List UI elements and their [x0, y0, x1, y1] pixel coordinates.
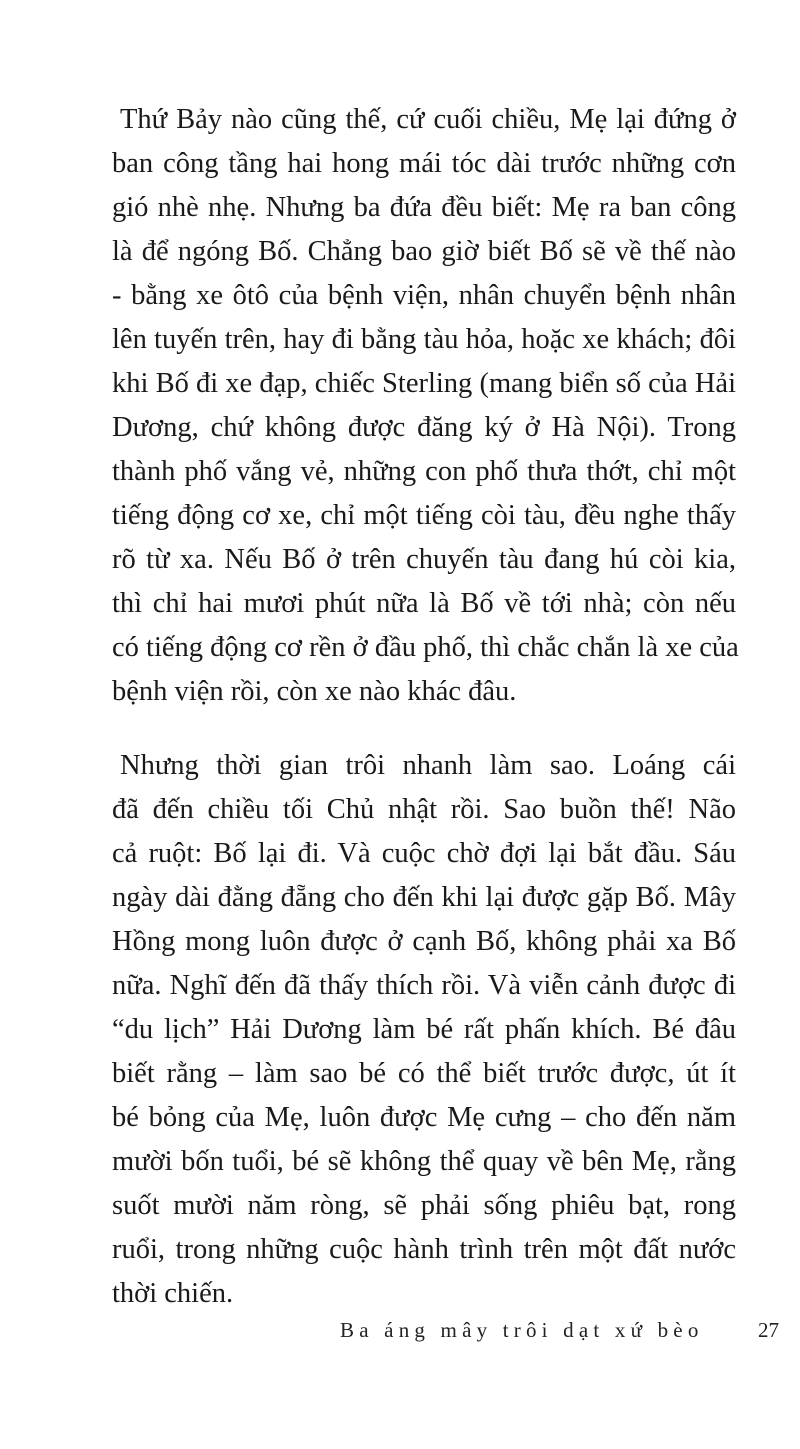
text-line: suốt mười năm ròng, sẽ phải sống phiêu bạt, rong [112, 1190, 736, 1221]
text-line: là để ngóng Bố. Chẳng bao giờ biết Bố sẽ về thế nào [112, 236, 736, 267]
text-line: khi Bố đi xe đạp, chiếc Sterling (mang biển số của Hải [112, 368, 736, 399]
running-title: Ba áng mây trôi dạt xứ bèo [340, 1318, 704, 1342]
text-line: Hồng mong luôn được ở cạnh Bố, không phải xa Bố [112, 926, 736, 957]
text-line: - bằng xe ôtô của bệnh viện, nhân chuyển bệnh nhân [112, 280, 736, 311]
text-line: Nhưng thời gian trôi nhanh làm sao. Loáng cái [120, 750, 736, 781]
text-line: nữa. Nghĩ đến đã thấy thích rồi. Và viễn cảnh được đi [112, 970, 736, 1001]
text-line: có tiếng động cơ rền ở đầu phố, thì chắc chắn là xe của [112, 632, 739, 663]
text-line: cả ruột: Bố lại đi. Và cuộc chờ đợi lại bắt đầu. Sáu [112, 838, 736, 869]
text-line: rõ từ xa. Nếu Bố ở trên chuyến tàu đang hú còi kia, [112, 544, 736, 575]
paragraph-2 [112, 744, 736, 1316]
text-line: lên tuyến trên, hay đi bằng tàu hỏa, hoặc xe khách; đôi [112, 324, 736, 355]
paragraph-1 [112, 98, 739, 714]
text-line: bé bỏng của Mẹ, luôn được Mẹ cưng – cho đến năm [112, 1102, 736, 1133]
text-line: bệnh viện rồi, còn xe nào khác đâu. [112, 676, 517, 707]
text-line: Dương, chứ không được đăng ký ở Hà Nội). Trong [112, 412, 736, 443]
text-line: ruổi, trong những cuộc hành trình trên một đất nước [112, 1234, 736, 1265]
text-line: thì chỉ hai mươi phút nữa là Bố về tới nhà; còn nếu [112, 588, 736, 619]
text-line: đã đến chiều tối Chủ nhật rồi. Sao buồn thế! Não [112, 794, 736, 825]
page-number: 27 [758, 1318, 779, 1342]
text-line: mười bốn tuổi, bé sẽ không thể quay về bên Mẹ, rằng [112, 1146, 736, 1177]
text-line: gió nhè nhẹ. Nhưng ba đứa đều biết: Mẹ ra ban công [112, 192, 736, 223]
text-line: thời chiến. [112, 1278, 234, 1309]
text-line: ngày dài đằng đẵng cho đến khi lại được gặp Bố. Mây [112, 882, 736, 913]
text-line: thành phố vắng vẻ, những con phố thưa thớt, chỉ một [112, 456, 736, 487]
text-line: “du lịch” Hải Dương làm bé rất phấn khích. Bé đâu [112, 1014, 736, 1045]
text-line: biết rằng – làm sao bé có thể biết trước được, út ít [112, 1058, 736, 1089]
text-line: ban công tầng hai hong mái tóc dài trước những cơn [112, 148, 736, 179]
text-line: Thứ Bảy nào cũng thế, cứ cuối chiều, Mẹ lại đứng ở [120, 104, 736, 135]
text-line: tiếng động cơ xe, chỉ một tiếng còi tàu, đều nghe thấy [112, 500, 736, 531]
